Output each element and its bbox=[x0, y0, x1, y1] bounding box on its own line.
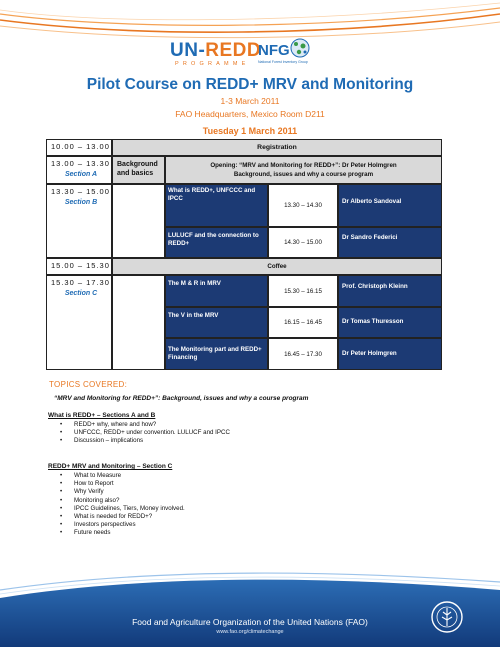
section-b-label: Section B bbox=[64, 199, 98, 206]
nfg-logo: NFG bbox=[258, 42, 290, 59]
time-cell-2: 13.00 – 13.30 Section A bbox=[46, 156, 112, 184]
section-c-label: Section C bbox=[64, 290, 98, 297]
list-item: • Discussion – implications bbox=[62, 437, 230, 445]
opening-line-2: Background, issues and why a course program bbox=[233, 171, 374, 178]
session-c3-time: 16.45 – 17.30 bbox=[268, 338, 338, 370]
sectionAB-heading: What is REDD+ – Sections A and B bbox=[48, 412, 156, 419]
list-item: • Monitoring also? bbox=[62, 497, 185, 505]
sectionC-list bbox=[62, 472, 185, 538]
list-item: • Future needs bbox=[62, 529, 185, 537]
time-cell-5: 15.30 – 17.30 Section C bbox=[46, 275, 112, 370]
session-c1-speaker: Prof. Christoph Kleinn bbox=[338, 275, 442, 307]
list-item: • How to Report bbox=[62, 480, 185, 488]
session-c2-time: 16.15 – 16.45 bbox=[268, 307, 338, 338]
background-basics-cell: Background and basics bbox=[112, 156, 165, 184]
topics-heading: TOPICS COVERED: bbox=[49, 380, 128, 389]
course-location: FAO Headquarters, Mexico Room D211 bbox=[175, 109, 325, 119]
session-c2-topic: The V in the MRV bbox=[165, 307, 268, 338]
day-heading: Tuesday 1 March 2011 bbox=[202, 126, 298, 136]
list-item: • Why Verify bbox=[62, 488, 185, 496]
course-dates: 1-3 March 2011 bbox=[220, 96, 280, 106]
list-item: • What to Measure bbox=[62, 472, 185, 480]
opening-line-1: Opening: “MRV and Monitoring for REDD+”: Dr Peter Holmgren bbox=[210, 162, 397, 169]
list-item: • Investors perspectives bbox=[62, 521, 185, 529]
session-c3-speaker: Dr Peter Holmgren bbox=[338, 338, 442, 370]
time-cell-4: 15.00 – 15.30 bbox=[46, 258, 112, 275]
list-item: • IPCC Guidelines, Tiers, Money involved. bbox=[62, 505, 185, 513]
list-item: • UNFCCC, REDD+ under convention. LULUCF and IPCC bbox=[62, 429, 230, 437]
opening-row bbox=[165, 156, 442, 184]
session-b2-topic: LULUCF and the connection to REDD+ bbox=[165, 227, 268, 258]
session-b1-topic: What is REDD+, UNFCCC and IPCC bbox=[165, 184, 268, 227]
unredd-logo-subtitle: PROGRAMME bbox=[175, 61, 250, 67]
background-blank-b bbox=[112, 184, 165, 258]
time-cell-3: 13.30 – 15.00 Section B bbox=[46, 184, 112, 258]
page-title: Pilot Course on REDD+ MRV and Monitoring bbox=[86, 76, 414, 93]
footer-url[interactable]: www.fao.org/climatechange bbox=[216, 629, 284, 635]
session-c1-time: 15.30 – 16.15 bbox=[268, 275, 338, 307]
session-c2-speaker: Dr Tomas Thuresson bbox=[338, 307, 442, 338]
coffee-row: Coffee bbox=[112, 258, 442, 275]
list-item: • REDD+ why, where and how? bbox=[62, 421, 230, 429]
session-c1-topic: The M & R in MRV bbox=[165, 275, 268, 307]
list-item: • What is needed for REDD+? bbox=[62, 513, 185, 521]
nfg-logo-subtitle: National Forest Inventory Group bbox=[258, 60, 308, 64]
sectionC-heading: REDD+ MRV and Monitoring – Section C bbox=[48, 463, 173, 470]
session-c3-topic: The Monitoring part and REDD+ Financing bbox=[165, 338, 268, 370]
topics-mrv-line: “MRV and Monitoring for REDD+”: Background, issues and why a course program bbox=[54, 395, 309, 402]
fao-logo-icon bbox=[430, 600, 464, 634]
session-b1-time: 13.30 – 14.30 bbox=[268, 184, 338, 227]
nfg-globe-icon bbox=[289, 37, 311, 59]
session-b1-speaker: Dr Alberto Sandoval bbox=[338, 184, 442, 227]
registration-row: Registration bbox=[112, 139, 442, 156]
footer-wave-banner bbox=[0, 568, 500, 647]
footer-org-name: Food and Agriculture Organization of the United Nations (FAO) bbox=[132, 617, 368, 627]
session-b2-speaker: Dr Sandro Federici bbox=[338, 227, 442, 258]
sectionAB-list bbox=[62, 421, 230, 446]
section-a-label: Section A bbox=[64, 171, 98, 178]
session-b2-time: 14.30 – 15.00 bbox=[268, 227, 338, 258]
time-cell-1: 10.00 – 13.00 bbox=[46, 139, 112, 156]
background-blank-c bbox=[112, 275, 165, 370]
unredd-logo: UN-REDD bbox=[170, 40, 262, 61]
